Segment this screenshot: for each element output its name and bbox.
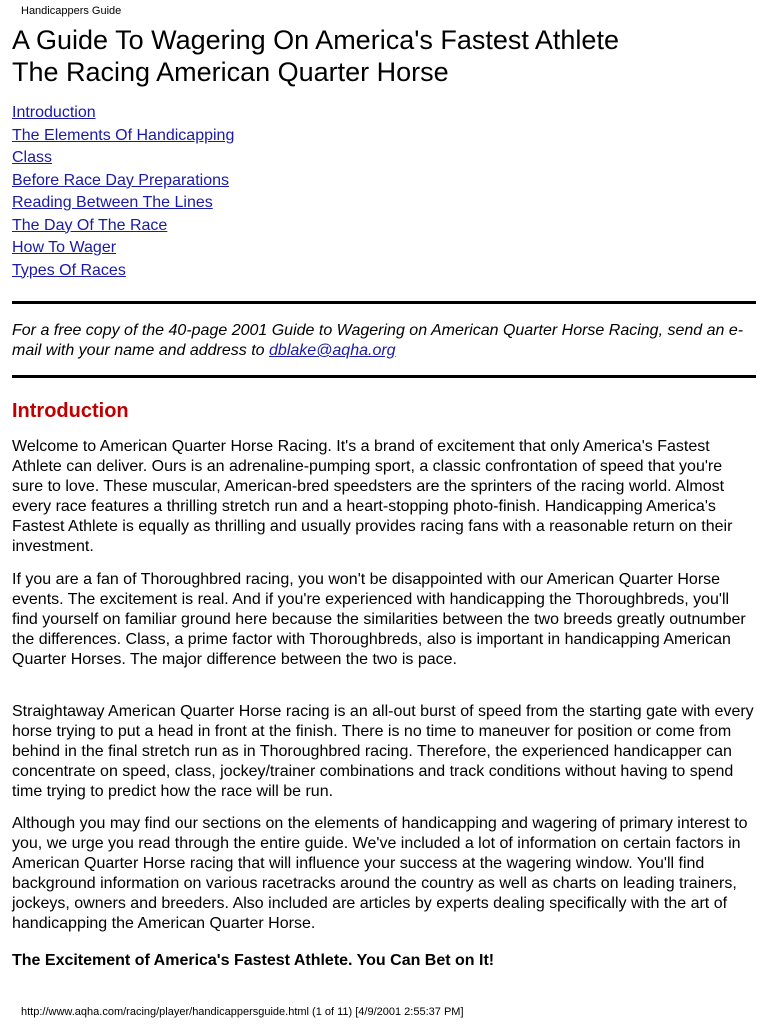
toc-link-how-to-wager[interactable]: How To Wager (12, 239, 117, 256)
page-title (12, 24, 757, 88)
intro-paragraph-2: If you are a fan of Thoroughbred racing, you won't be disappointed with our American Quarter Horse events. The excitement is real. And if you're experienced with handicapping the Thoroughbreds, you'll find yourself on familiar ground here because the similarities between the two breeds greatly outnumber the differences. Class, a prime factor with Thoroughbreds, also is important in handicapping American Quarter Horses. The major difference between the two is pace. (12, 571, 746, 668)
email-link[interactable]: dblake@aqha.org (269, 342, 396, 359)
section-heading-introduction: Introduction (12, 400, 129, 422)
page-title-line-2: The Racing American Quarter Horse (12, 57, 449, 87)
intro-paragraph-4: Although you may find our sections on the elements of handicapping and wagering of primary interest to you, we urge you read through the entire guide. We've included a lot of information on certain factors in American Quarter Horse racing that will influence your success at the wagering window. You'll find background information on various racetracks around the country as well as charts on leading trainers, jockeys, owners and breeders. Also included are articles by experts dealing specifically with the art of handicapping the American Quarter Horse. (12, 815, 748, 932)
header-label: Handicappers Guide (21, 5, 122, 17)
tagline: The Excitement of America's Fastest Athlete. You Can Bet on It! (12, 952, 495, 969)
horizontal-rule (12, 301, 756, 304)
table-of-contents (12, 102, 234, 282)
footer-url: http://www.aqha.com/racing/player/handicappersguide.html (1 of 11) [4/9/2001 2:55:37 PM] (21, 1006, 464, 1018)
promo-text: For a free copy of the 40-page 2001 Guide to Wagering on American Quarter Horse Racing, send an e-mail with your name and address to (12, 322, 744, 359)
toc-link-day-of-race[interactable]: The Day Of The Race (12, 216, 168, 234)
toc-link-before-race-day[interactable]: Before Race Day Preparations (12, 171, 229, 189)
toc-link-types-of-races[interactable]: Types Of Races (12, 261, 126, 279)
page-title-line-1: A Guide To Wagering On America's Fastest Athlete (12, 25, 619, 55)
toc-link-elements-of-handicapping[interactable]: The Elements Of Handicapping (12, 126, 235, 144)
toc-link-introduction[interactable]: Introduction (12, 104, 96, 121)
toc-link-class[interactable]: Class (12, 149, 53, 166)
horizontal-rule (12, 375, 756, 378)
intro-paragraph-3: Straightaway American Quarter Horse racing is an all-out burst of speed from the starting gate with every horse trying to put a head in front at the finish. There is no time to maneuver for position or come from behind in the final stretch run as in Thoroughbred racing. Therefore, the experienced handicapper can concentrate on speed, class, jockey/trainer combinations and track conditions without having to spend time trying to predict how the race will be run. (12, 703, 754, 800)
intro-paragraph-1: Welcome to American Quarter Horse Racing. It's a brand of excitement that only America's Fastest Athlete can deliver. Ours is an adrenaline-pumping sport, a classic confrontation of speed that you're sure to love. These muscular, American-bred speedsters are the sprinters of the racing world. Almost every race features a thrilling stretch run and a heart-stopping photo-finish. Handicapping America's Fastest Athlete is equally as thrilling and usually provides racing fans with a reasonable return on their investment. (12, 438, 733, 555)
toc-link-reading-between-lines[interactable]: Reading Between The Lines (12, 194, 213, 211)
promo-note (12, 321, 757, 361)
